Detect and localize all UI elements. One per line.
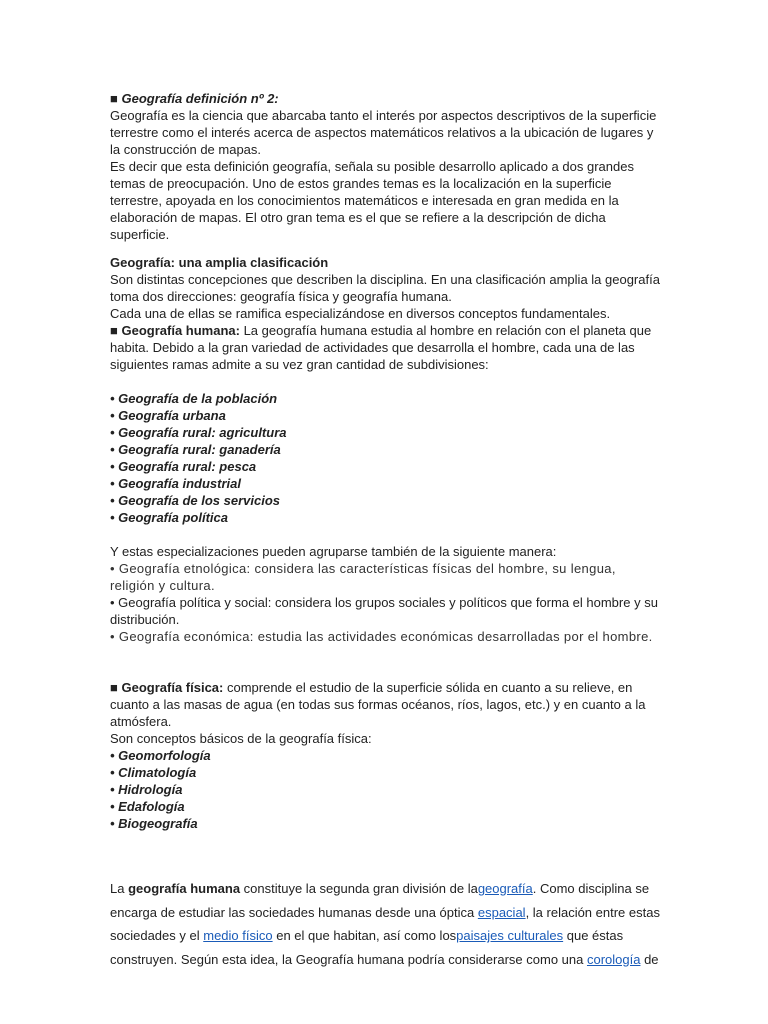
list-item: • Biogeografía	[110, 816, 198, 831]
physical-concepts-list	[110, 747, 662, 832]
physical-geography-text: comprende el estudio de la superficie sólida en cuanto a su relieve, en cuanto a las masas de agua (en todas sus formas océanos, ríos, lagos, etc.) y en cuanto a la atmósfera.	[110, 680, 646, 729]
list-item: • Geografía rural: agricultura	[110, 425, 287, 440]
list-item: • Geografía política	[110, 510, 228, 525]
link-geografia[interactable]: geografía	[477, 881, 533, 896]
human-geography-label: Geografía humana:	[121, 323, 240, 338]
list-item: • Edafología	[110, 799, 185, 814]
text-run: que éstas construyen. Según esta idea, la Geografía humana podría considerarse como una	[110, 928, 624, 967]
physical-geography-paragraph	[110, 679, 662, 730]
text-run: constituye la segunda gran división de la	[240, 881, 478, 896]
definition-paragraph-2: Es decir que esta definición geografía, señala su posible desarrollo aplicado a dos grandes temas de preocupación. Uno de estos grandes temas es la localización en la superficie terrestre, apoyada en los conocimientos matemáticos e interesada en gran medida en la elaboración de mapas. El otro gran tema es el que se refiere a la descripción de dicha superficie.	[110, 159, 634, 242]
link-medio-fisico[interactable]: medio físico	[203, 928, 273, 943]
human-geography-paragraph	[110, 322, 662, 373]
classification-paragraph-1: Son distintas concepciones que describen la disciplina. En una clasificación amplia la geografía toma dos direcciones: geografía física y geografía humana.	[110, 272, 660, 304]
definition-heading	[110, 90, 662, 107]
text-run: . Como disciplina se encarga de estudiar las sociedades humanas desde una óptica	[110, 881, 650, 920]
document-page	[110, 90, 662, 971]
human-geography-text: La geografía humana estudia al hombre en relación con el planeta que habita. Debido a la gran variedad de actividades que desarrolla el hombre, cada una de las siguientes ramas admite a su vez gran cantidad de subdivisiones:	[110, 323, 652, 372]
square-bullet: ■	[110, 680, 118, 695]
link-espacial[interactable]: espacial	[477, 904, 526, 920]
link-corologia[interactable]: corología	[586, 951, 641, 967]
grouping-item: • Geografía económica: estudia las actividades económicas desarrolladas por el hombre.	[110, 629, 653, 644]
list-item: • Geografía de los servicios	[110, 493, 281, 508]
definition-title: Geografía definición nº 2:	[121, 91, 279, 106]
human-geography-article	[110, 877, 662, 971]
link-paisajes-culturales[interactable]: paisajes culturales	[456, 928, 564, 943]
grouping-item: • Geografía etnológica: considera las características físicas del hombre, su lengua, religión y cultura.	[110, 561, 616, 593]
text-run: en el que habitan, así como los	[272, 928, 457, 943]
list-item: • Geografía de la población	[110, 391, 278, 406]
square-bullet: ■	[110, 91, 118, 106]
definition-paragraph-1: Geografía es la ciencia que abarcaba tanto el interés por aspectos descriptivos de la superficie terrestre como el interés acerca de aspectos matemáticos relativos a la ubicación de lugares y la construcción de mapas.	[110, 108, 657, 157]
physical-concepts-intro: Son conceptos básicos de la geografía física:	[110, 731, 372, 746]
list-item: • Geomorfología	[110, 748, 211, 763]
list-item: • Geografía industrial	[110, 476, 241, 491]
classification-heading: Geografía: una amplia clasificación	[110, 255, 329, 270]
text-run: La	[110, 881, 129, 896]
list-item: • Hidrología	[110, 782, 183, 797]
bold-term: geografía humana	[128, 881, 241, 896]
list-item: • Climatología	[110, 765, 197, 780]
text-run: de	[640, 951, 659, 967]
grouping-intro: Y estas especializaciones pueden agruparse también de la siguiente manera:	[110, 544, 557, 559]
square-bullet: ■	[110, 323, 118, 338]
grouping-item: • Geografía política y social: considera los grupos sociales y políticos que forma el hombre y su distribución.	[110, 595, 658, 627]
classification-paragraph-2: Cada una de ellas se ramifica especializándose en diversos conceptos fundamentales.	[110, 306, 611, 321]
list-item: • Geografía rural: pesca	[110, 459, 257, 474]
human-geography-branches	[110, 390, 662, 526]
list-item: • Geografía urbana	[110, 408, 226, 423]
text-run: , la relación entre estas sociedades y el	[110, 904, 660, 943]
physical-geography-label: Geografía física:	[121, 680, 224, 695]
list-item: • Geografía rural: ganadería	[110, 442, 281, 457]
